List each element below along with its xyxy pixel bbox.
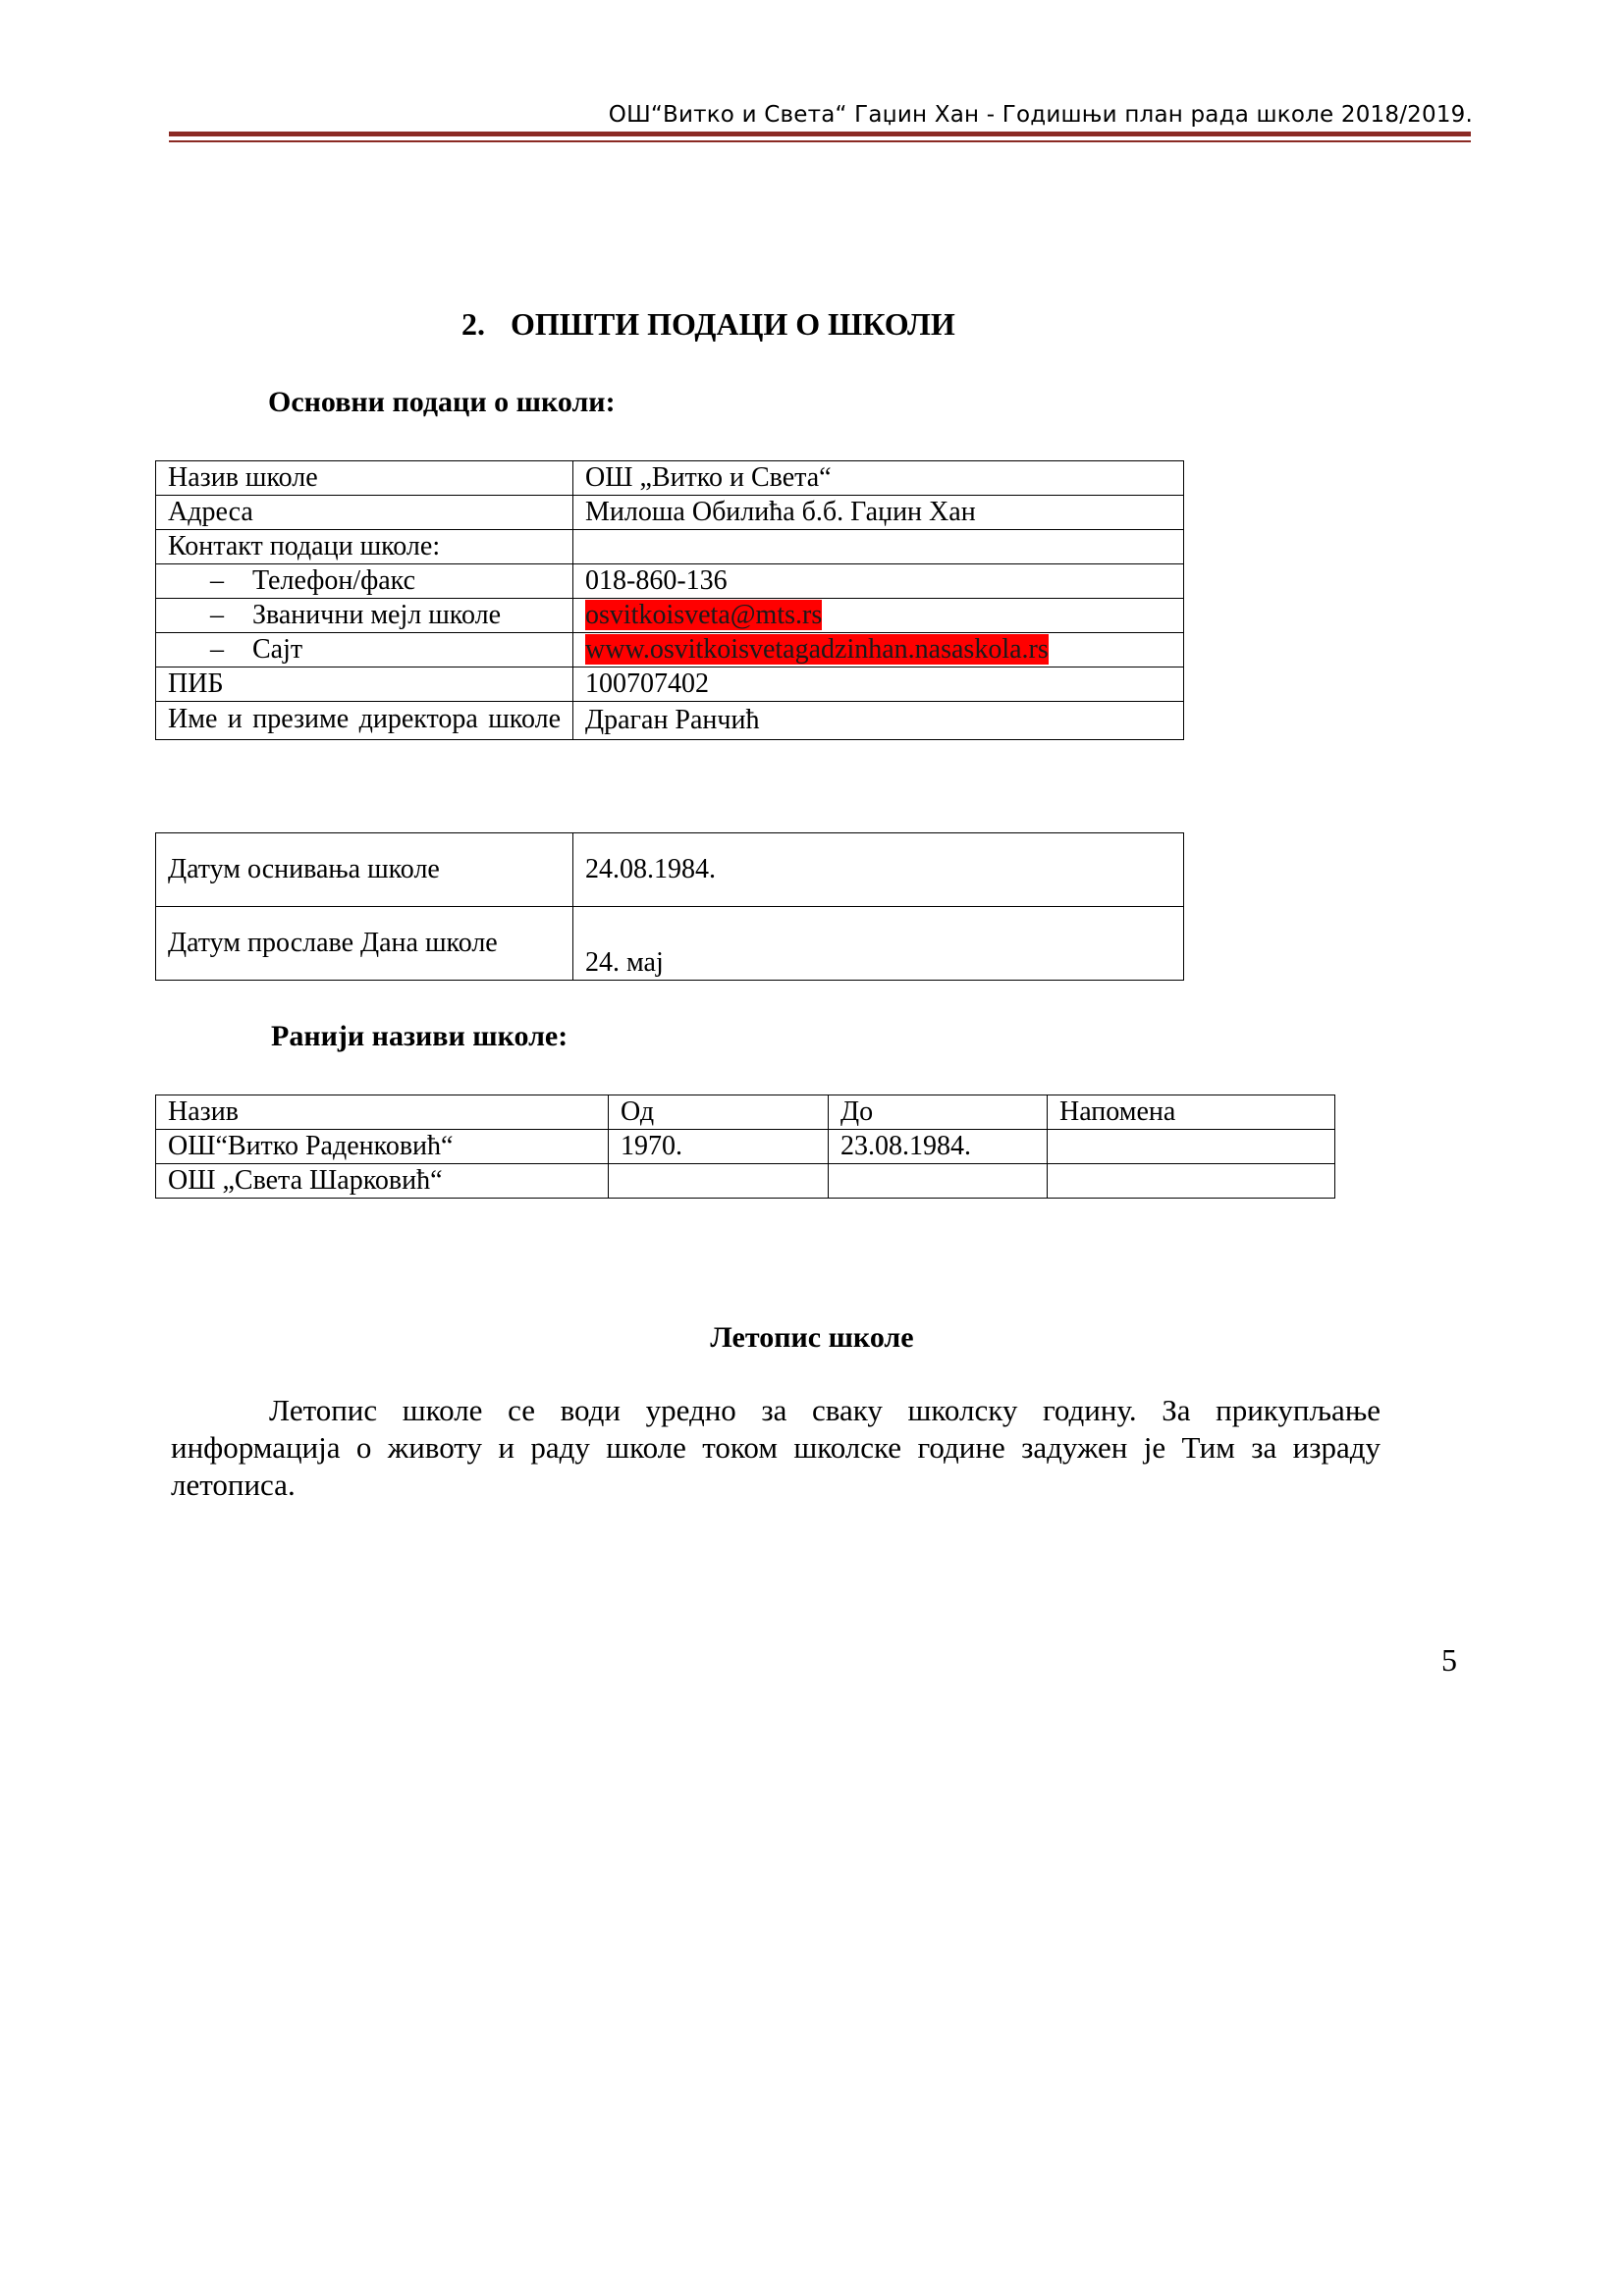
table-cell-value: ОШ „Витко и Света“ — [573, 461, 1184, 496]
table-cell-label: Име и презиме директора школе — [156, 702, 573, 740]
table-cell-label: Датум прославе Дана школе — [156, 907, 573, 981]
column-header: До — [829, 1095, 1048, 1130]
table-cell: 1970. — [609, 1130, 829, 1164]
table-header-row — [156, 1095, 1335, 1130]
contact-email-link[interactable]: osvitkoisveta@mts.rs — [585, 600, 823, 630]
list-dash: – — [210, 600, 224, 630]
table-cell-label: ПИБ — [156, 667, 573, 702]
table-cell: 23.08.1984. — [829, 1130, 1048, 1164]
table-cell-label: Датум оснивања школе — [156, 833, 573, 907]
table-cell — [609, 1164, 829, 1199]
table-cell-label — [156, 564, 573, 599]
table-cell — [829, 1164, 1048, 1199]
table-row — [156, 599, 1184, 633]
section-number: 2. — [461, 306, 485, 342]
dates-table — [155, 832, 1184, 981]
table-row — [156, 530, 1184, 564]
column-header: Назив — [156, 1095, 609, 1130]
table-cell: ОШ „Света Шарковић“ — [156, 1164, 609, 1199]
table-cell-label: Назив школе — [156, 461, 573, 496]
column-header: Напомена — [1048, 1095, 1335, 1130]
table-row — [156, 702, 1184, 740]
table-row — [156, 564, 1184, 599]
previous-names-heading: Ранији називи школе: — [271, 1020, 568, 1052]
basic-info-table — [155, 460, 1184, 740]
table-row — [156, 667, 1184, 702]
contact-website-link[interactable]: www.osvitkoisvetagadzinhan.nasaskola.rs — [585, 634, 1049, 665]
table-cell — [1048, 1164, 1335, 1199]
founding-date: 24.08.1984. — [573, 833, 1184, 907]
section-title-text: ОПШТИ ПОДАЦИ О ШКОЛИ — [511, 306, 955, 342]
table-cell-label: Адреса — [156, 496, 573, 530]
annals-paragraph: Летопис школе се води уредно за сваку школску годину. За прикупљање информација о животу и раду школе током школске године задужен је Тим за израду летописа. — [171, 1393, 1380, 1502]
table-cell-label — [156, 633, 573, 667]
table-row — [156, 907, 1184, 981]
table-cell — [1048, 1130, 1335, 1164]
contact-website-label: Сајт — [252, 634, 303, 665]
table-row — [156, 1164, 1335, 1199]
table-cell-value — [573, 599, 1184, 633]
table-row — [156, 1130, 1335, 1164]
table-cell: ОШ“Витко Раденковић“ — [156, 1130, 609, 1164]
page-number: 5 — [1441, 1642, 1457, 1678]
table-row — [156, 496, 1184, 530]
table-cell-value — [573, 633, 1184, 667]
school-day-date: 24. мај — [573, 907, 1184, 981]
header-rule-thin — [169, 140, 1471, 142]
previous-names-table — [155, 1095, 1335, 1199]
list-dash: – — [210, 634, 224, 665]
table-row — [156, 633, 1184, 667]
contact-phone-value: 018-860-136 — [573, 564, 1184, 599]
director-name: Драган Ранчић — [573, 702, 1184, 740]
table-cell-value: Милоша Обилића б.б. Гаџин Хан — [573, 496, 1184, 530]
table-cell-label: Контакт подаци школе: — [156, 530, 573, 564]
section-title — [461, 306, 955, 343]
list-dash: – — [210, 565, 224, 596]
table-row — [156, 833, 1184, 907]
table-cell-value — [573, 530, 1184, 564]
column-header: Од — [609, 1095, 829, 1130]
contact-email-label: Званични мејл школе — [252, 600, 501, 630]
basic-info-heading: Основни подаци о школи: — [268, 386, 616, 418]
table-cell-label — [156, 599, 573, 633]
document-header: ОШ“Витко и Света“ Гаџин Хан - Годишњи план рада школе 2018/2019. — [608, 102, 1473, 128]
table-row — [156, 461, 1184, 496]
table-cell-value: 100707402 — [573, 667, 1184, 702]
contact-phone-label: Телефон/факс — [252, 565, 416, 596]
header-rule — [169, 132, 1471, 136]
annals-title: Летопис школе — [710, 1321, 914, 1354]
